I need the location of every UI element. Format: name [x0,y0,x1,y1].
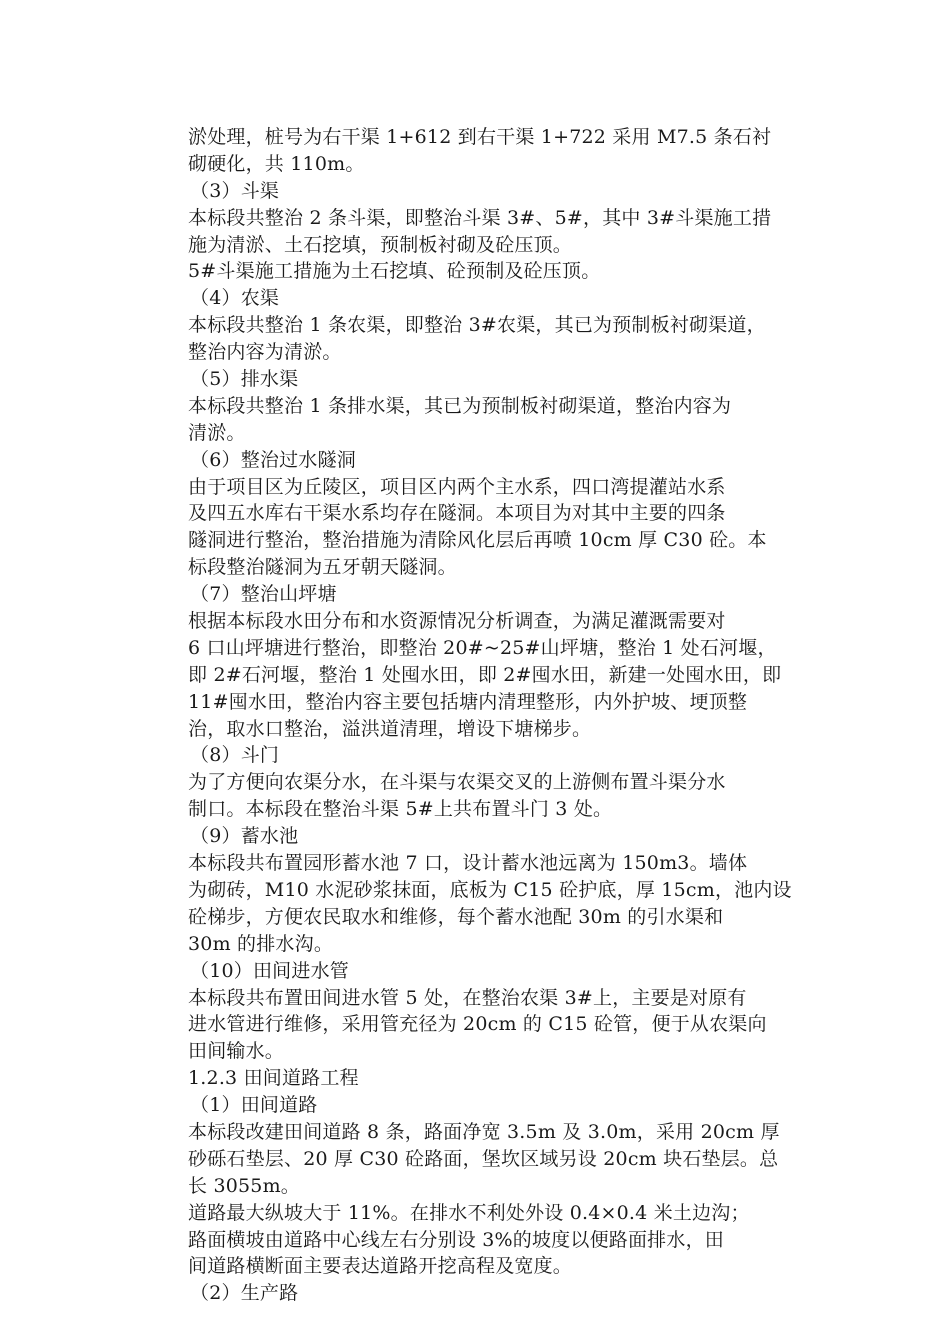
text-line: 即 2#石河堰，整治 1 处囤水田，即 2#囤水田，新建一处囤水田，即 [188,663,782,686]
text-line: 治，取水口整治，溢洪道清理，增设下塘梯步。 [188,717,592,740]
text-line: 整治内容为清淤。 [188,341,342,364]
text-line: 砂砾石垫层、20 厚 C30 砼路面，堡坎区域另设 20cm 块石垫层。总 [188,1147,779,1170]
text-line: 根据本标段水田分布和水资源情况分析调查，为满足灌溉需要对 [188,610,726,633]
document-page [188,124,828,1307]
section-heading: （8）斗门 [190,744,280,767]
section-heading: （6）整治过水隧洞 [190,448,356,471]
text-line: 1.2.3 田间道路工程 [188,1067,359,1090]
text-line: 6 口山坪塘进行整治，即整治 20#~25#山坪塘，整治 1 处石河堰， [188,636,777,659]
section-heading: （3）斗渠 [190,179,280,202]
text-line: 本标段共布置园形蓄水池 7 口，设计蓄水池远离为 150m3。墙体 [188,852,748,875]
section-heading: （1）田间道路 [190,1094,318,1117]
text-line: 及四五水库右干渠水系均存在隧洞。本项目为对其中主要的四条 [188,502,726,525]
text-line: 制口。本标段在整治斗渠 5#上共布置斗门 3 处。 [188,798,613,821]
text-line: 5#斗渠施工措施为土石挖填、砼预制及砼压顶。 [188,260,601,283]
text-line: 施为清淤、土石挖填，预制板衬砌及砼压顶。 [188,233,573,256]
section-heading: （7）整治山坪塘 [190,583,337,606]
text-line: 进水管进行维修，采用管充径为 20cm 的 C15 砼管，便于从农渠向 [188,1013,767,1036]
text-line: 11#囤水田，整治内容主要包括塘内清理整形，内外护坡、埂顶整 [188,690,748,713]
text-line: 砼梯步，方便农民取水和维修，每个蓄水池配 30m 的引水渠和 [188,905,724,928]
text-line: 田间输水。 [188,1040,285,1063]
section-heading: （2）生产路 [190,1282,299,1305]
text-line: 间道路横断面主要表达道路开挖高程及宽度。 [188,1255,573,1278]
text-line: 本标段共整治 1 条农渠，即整治 3#农渠，其已为预制板衬砌渠道， [188,314,766,337]
text-line: 本标段改建田间道路 8 条，路面净宽 3.5m 及 3.0m，采用 20cm 厚 [188,1120,780,1143]
section-heading: （10）田间进水管 [190,959,349,982]
text-line: 为了方便向农渠分水，在斗渠与农渠交叉的上游侧布置斗渠分水 [188,771,726,794]
text-line: 30m 的排水沟。 [188,932,334,955]
text-line: 由于项目区为丘陵区，项目区内两个主水系，四口湾提灌站水系 [188,475,726,498]
text-line: 隧洞进行整治，整治措施为清除风化层后再喷 10cm 厚 C30 砼。本 [188,529,767,552]
text-line: 本标段共整治 1 条排水渠，其已为预制板衬砌渠道，整治内容为 [188,394,732,417]
section-heading: （9）蓄水池 [190,825,299,848]
text-line: 清淤。 [188,421,246,444]
text-line: 标段整治隧洞为五牙朝天隧洞。 [188,556,457,579]
text-line: 道路最大纵坡大于 11%。在排水不利处外设 0.4×0.4 米土边沟； [188,1201,750,1224]
text-line: 本标段共整治 2 条斗渠，即整治斗渠 3#、5#，其中 3#斗渠施工措 [188,206,772,229]
text-line: 路面横坡由道路中心线左右分别设 3%的坡度以便路面排水，田 [188,1228,724,1251]
section-heading: （4）农渠 [190,287,280,310]
text-line: 长 3055m。 [188,1174,301,1197]
text-line: 砌硬化，共 110m。 [188,152,365,175]
text-line: 为砌砖，M10 水泥砂浆抹面，底板为 C15 砼护底，厚 15cm，池内设 [188,878,792,901]
section-heading: （5）排水渠 [190,368,299,391]
text-line: 淤处理，桩号为右干渠 1+612 到右干渠 1+722 采用 M7.5 条石衬 [188,126,772,148]
text-line: 本标段共布置田间进水管 5 处，在整治农渠 3#上，主要是对原有 [188,986,747,1009]
